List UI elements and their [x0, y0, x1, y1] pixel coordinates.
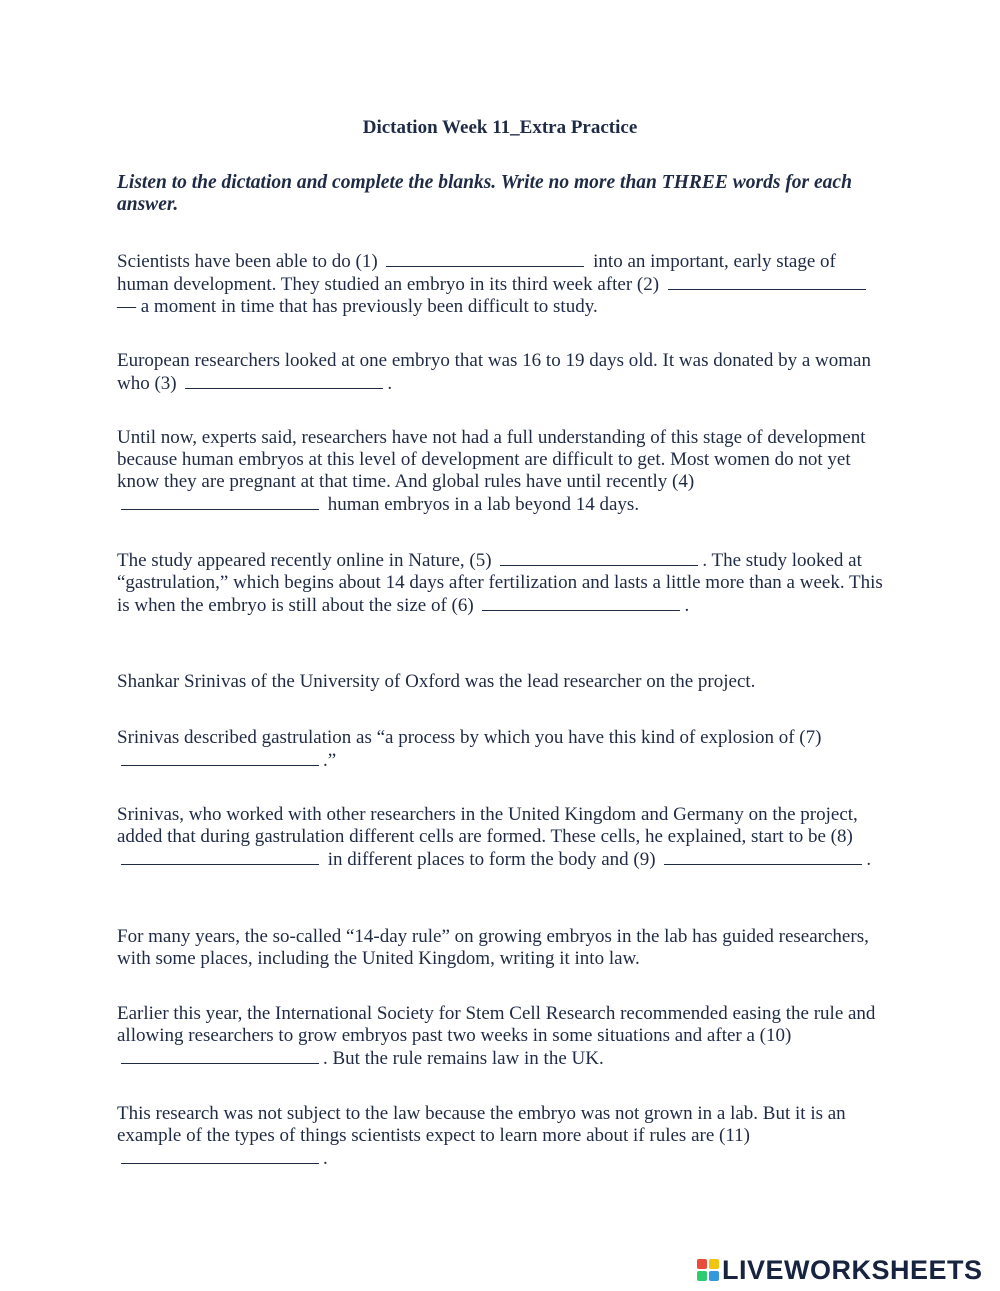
- answer-blank-10[interactable]: [121, 1047, 319, 1064]
- paragraph-text: Earlier this year, the International Society for Stem Cell Research recommended easing the rule and allowing researchers to grow embryos past two weeks in some situations and after a (10): [117, 1003, 876, 1046]
- paragraph-text: . But the rule remains law in the UK.: [323, 1048, 604, 1069]
- paragraph-text: Until now, experts said, researchers have not had a full understanding of this stage of development because human embryos at this level of development are difficult to get. Most women do not yet know they are pregnant at that time. And global rules have until recently (4): [117, 427, 866, 492]
- answer-blank-6[interactable]: [482, 594, 680, 611]
- paragraph-text: Shankar Srinivas of the University of Oxford was the lead researcher on the project.: [117, 671, 756, 692]
- paragraph-4: [117, 549, 887, 617]
- paragraph-text: The study appeared recently online in Nature, (5): [117, 550, 492, 571]
- paragraph-10: [117, 1103, 887, 1170]
- logo-square-blue: [709, 1271, 719, 1281]
- answer-blank-5[interactable]: [500, 549, 698, 566]
- paragraph-text: For many years, the so-called “14-day rule” on growing embryos in the lab has guided researchers, with some places, including the United Kingdom, writing it into law.: [117, 926, 869, 969]
- instructions: Listen to the dictation and complete the blanks. Write no more than THREE words for each answer.: [117, 172, 852, 215]
- paragraph-text: European researchers looked at one embryo that was 16 to 19 days old. It was donated by a woman who (3): [117, 350, 871, 394]
- paragraph-text: This research was not subject to the law because the embryo was not grown in a lab. But it is an example of the types of things scientists expect to learn more about if rules are (11): [117, 1103, 846, 1146]
- paragraph-text: .”: [323, 750, 337, 771]
- paragraph-2: [117, 350, 887, 395]
- paragraph-text: .: [387, 373, 393, 394]
- paragraph-1: [117, 250, 887, 318]
- paragraph-text: Scientists have been able to do (1): [117, 251, 378, 272]
- paragraph-6: [117, 727, 887, 772]
- answer-blank-3[interactable]: [185, 372, 383, 389]
- paragraph-text: into an important, early stage of human development. They studied an embryo in its third week after (2): [117, 251, 836, 295]
- paragraph-text: .: [323, 1148, 328, 1169]
- answer-blank-2[interactable]: [668, 273, 866, 290]
- paragraph-8: [117, 926, 887, 970]
- paragraph-text: Srinivas, who worked with other researchers in the United Kingdom and Germany on the project, added that during gastrulation different cells are formed. These cells, he explained, start to be (8): [117, 804, 858, 847]
- paragraph-9: [117, 1003, 887, 1070]
- paragraph-3: [117, 427, 887, 516]
- paragraph-text: human embryos in a lab beyond 14 days.: [327, 494, 640, 515]
- liveworksheets-icon: [697, 1259, 719, 1281]
- paragraph-text: . The study looked at “gastrulation,” which begins about 14 days after fertilization and lasts a little more than a week. This is when the embryo is still about the size of (6): [117, 550, 883, 616]
- paragraph-text: — a moment in time that has previously been difficult to study.: [117, 296, 598, 317]
- answer-blank-8[interactable]: [121, 848, 319, 865]
- answer-blank-11[interactable]: [121, 1147, 319, 1164]
- paragraph-text: Srinivas described gastrulation as “a process by which you have this kind of explosion of (7): [117, 727, 822, 748]
- paragraph-7: [117, 804, 887, 871]
- answer-blank-7[interactable]: [121, 749, 319, 766]
- logo-square-red: [697, 1259, 707, 1269]
- paragraph-text: .: [866, 849, 872, 870]
- answer-blank-1[interactable]: [386, 250, 584, 267]
- logo-text: LIVEWORKSHEETS: [722, 1254, 983, 1285]
- worksheet-title: Dictation Week 11_Extra Practice: [362, 117, 638, 138]
- paragraph-text: in different places to form the body and (9): [327, 849, 656, 870]
- paragraph-text: .: [684, 595, 690, 616]
- paragraph-5: [117, 671, 887, 693]
- logo-square-yellow: [709, 1259, 719, 1269]
- logo-square-green: [697, 1271, 707, 1281]
- liveworksheets-logo: [697, 1256, 983, 1284]
- answer-blank-9[interactable]: [664, 848, 862, 865]
- answer-blank-4[interactable]: [121, 493, 319, 510]
